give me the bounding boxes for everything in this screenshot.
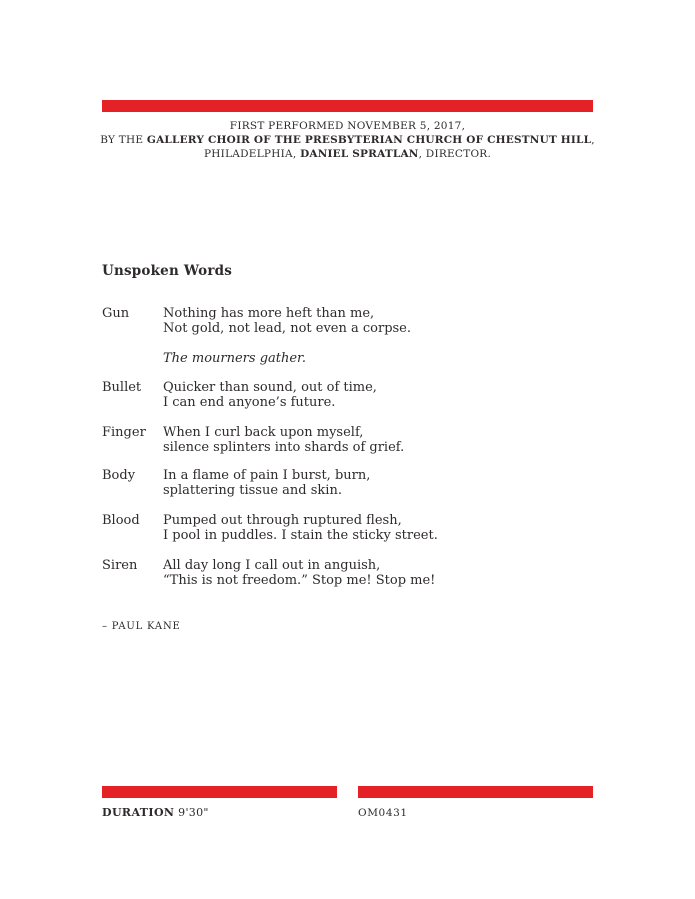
speaker-label: Gun: [102, 306, 130, 321]
speaker-label: Bullet: [102, 380, 142, 395]
verse-line: All day long I call out in anguish,: [163, 558, 381, 573]
poem-stage-direction: The mourners gather.: [163, 351, 306, 366]
performance-note-line-3: [0, 147, 695, 161]
performance-note-line-1: FIRST PERFORMED NOVEMBER 5, 2017,: [229, 120, 466, 132]
verse-line: When I curl back upon myself,: [163, 425, 364, 440]
verse-line: Not gold, not lead, not even a corpse.: [163, 321, 412, 336]
duration-label: DURATION: [102, 806, 175, 819]
performance-note-line3-prefix: PHILADELPHIA,: [203, 148, 301, 160]
stanza-blood: [102, 513, 562, 543]
performance-note-line2-suffix: ,: [591, 134, 595, 146]
performance-note-line-2: [0, 133, 695, 147]
bottom-right-red-rule: [358, 786, 593, 798]
stanza-bullet: [102, 380, 562, 410]
performance-note-line2-prefix: BY THE: [100, 134, 147, 146]
stanza-body: [102, 468, 562, 498]
duration-note: [102, 806, 209, 819]
verse-line: Nothing has more heft than me,: [163, 306, 375, 321]
speaker-label: Siren: [102, 558, 138, 573]
stanza-siren: [102, 558, 562, 588]
bottom-left-red-rule: [102, 786, 337, 798]
verse-line: Pumped out through ruptured flesh,: [163, 513, 402, 528]
poet-attribution: – PAUL KANE: [102, 621, 181, 632]
verse-line: splattering tissue and skin.: [163, 483, 342, 498]
performance-note-line3-suffix: , DIRECTOR.: [418, 148, 492, 160]
speaker-label: Blood: [102, 513, 140, 528]
stanza-gun: [102, 306, 562, 336]
speaker-label: Body: [102, 468, 136, 483]
verse-line: silence splinters into shards of grief.: [163, 440, 405, 455]
verse-line: I can end anyone’s future.: [163, 395, 336, 410]
ensemble-name: GALLERY CHOIR OF THE PRESBYTERIAN CHURCH OF CHESTNUT HILL: [146, 134, 592, 146]
director-name: DANIEL SPRATLAN: [300, 148, 419, 160]
stanza-finger: [102, 425, 562, 455]
verse-line: “This is not freedom.” Stop me! Stop me!: [163, 573, 436, 588]
poem-title: Unspoken Words: [102, 263, 233, 279]
verse-line: I pool in puddles. I stain the sticky street.: [163, 528, 438, 543]
speaker-label: Finger: [102, 425, 146, 440]
verse-line: In a flame of pain I burst, burn,: [163, 468, 371, 483]
duration-value: 9'30": [174, 806, 209, 819]
catalog-number: OM0431: [358, 807, 408, 819]
top-red-rule: [102, 100, 593, 112]
performance-note: [0, 119, 695, 161]
verse-line: Quicker than sound, out of time,: [163, 380, 377, 395]
